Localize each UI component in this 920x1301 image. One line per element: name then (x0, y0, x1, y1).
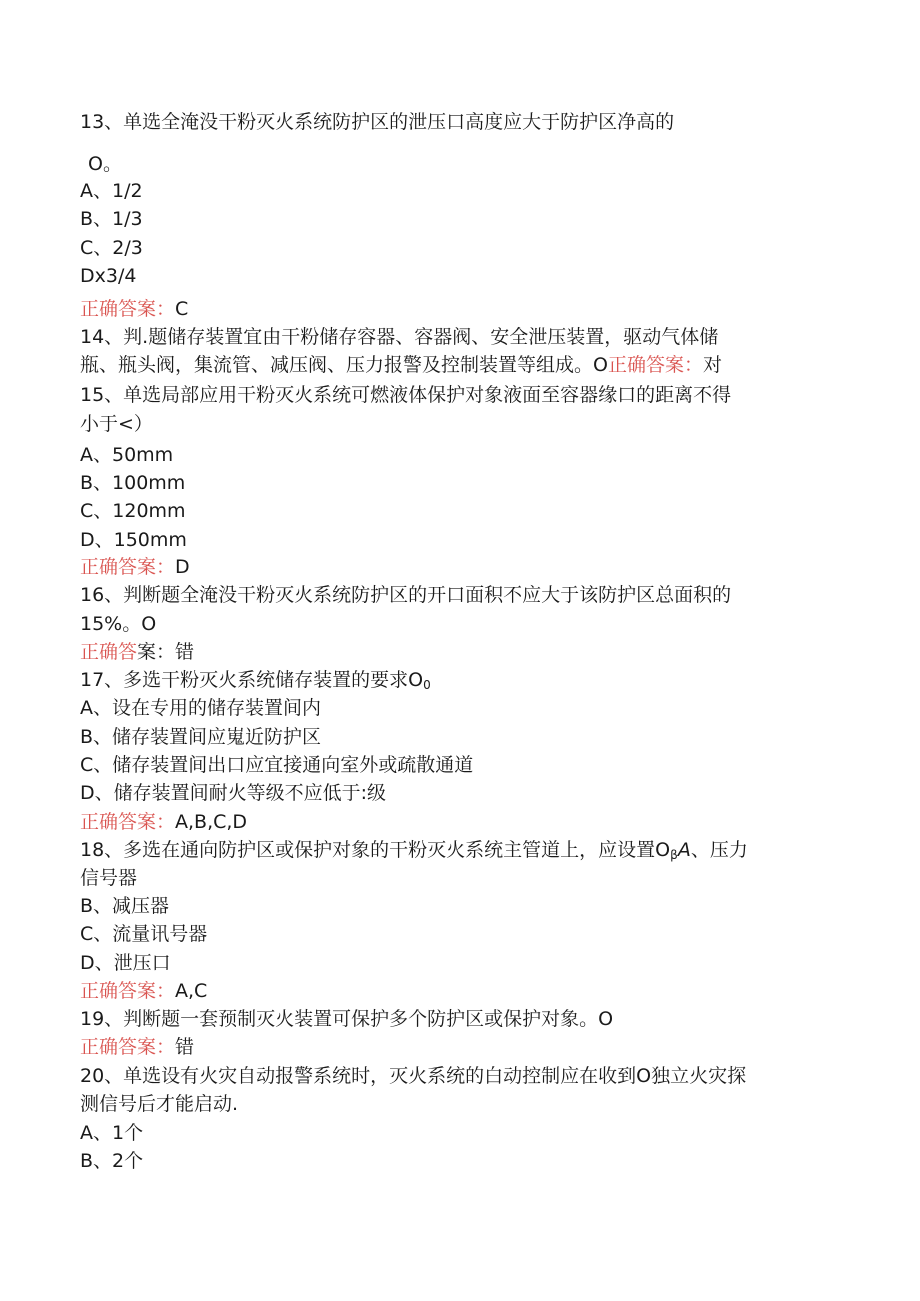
question-13-option-b: B、1/3 (80, 208, 143, 230)
answer-value: 错 (175, 1036, 195, 1058)
question-20-option-a: A、1个 (80, 1122, 144, 1144)
question-18-line-1 (80, 838, 748, 867)
question-13-option-a: A、1/2 (80, 180, 143, 202)
answer-value: 错 (175, 641, 195, 663)
question-13-option-c: C、2/3 (80, 237, 143, 259)
question-16-line-2: 15%。O (80, 613, 157, 635)
question-18-text-tail: 、压力 (690, 839, 748, 861)
answer-label: 正确答案： (80, 980, 176, 1002)
question-18-answer (80, 979, 207, 1003)
question-16-line-1: 16、判断题全淹没干粉灭火系统防护区的开口面积不应大于该防护区总面积的 (80, 584, 732, 606)
question-19-answer (80, 1035, 194, 1059)
question-17-option-a: A、设在专用的储存装置间内 (80, 697, 321, 719)
question-18-text: 18、多选在通向防护区或保护对象的干粉灭火系统主管道上，应设置O (80, 839, 671, 861)
answer-value: A,C (175, 980, 208, 1002)
question-15-option-a: A、50mm (80, 444, 174, 466)
answer-value: 对 (702, 354, 722, 376)
question-15-option-d: D、150mm (80, 529, 187, 551)
answer-label: 正确答 (80, 641, 138, 663)
answer-label: 正确答案： (80, 1036, 176, 1058)
answer-value: A,B,C,D (175, 811, 248, 833)
question-17-option-b: B、储存装置间应嵬近防护区 (80, 726, 322, 748)
question-19-line-1: 19、判断题一套预制灭火装置可保护多个防护区或保护对象。O (80, 1008, 614, 1030)
question-17-answer (80, 810, 247, 834)
answer-label: 正确答案： (80, 298, 176, 320)
answer-label-tail: 案： (137, 641, 176, 663)
question-17-option-d: D、储存装置间耐火等级不应低于:级 (80, 782, 387, 804)
answer-label: 正确答案： (80, 811, 176, 833)
question-15-option-b: B、100mm (80, 472, 186, 494)
question-20-line-2: 测信号后才能启动. (80, 1093, 239, 1115)
answer-value: C (175, 298, 189, 320)
italic-letter: A (677, 839, 691, 861)
subscript: β (670, 848, 678, 862)
question-20-line-1: 20、单选设有火灾自动报警系统时，灭火系统的白动控制应在收到O独立火灾探 (80, 1065, 747, 1087)
question-15-line-1: 15、单选局部应用干粉灭火系统可燃液体保护对象液面至容器缘口的距离不得 (80, 384, 732, 406)
question-14-line-2-text: 瓶、瓶头阀，集流管、减压阀、压力报警及控制装置等组成。O (80, 354, 608, 376)
answer-label: 正确答案： (80, 556, 176, 578)
question-18-option-d: D、泄压口 (80, 952, 171, 974)
question-13-option-d: Dx3/4 (80, 265, 137, 287)
question-14-line-2 (80, 353, 722, 377)
question-13-line-1: 13、单选全淹没干粉灭火系统防护区的泄压口高度应大于防护区净高的 (80, 111, 675, 133)
question-17-option-c: C、储存装置间出口应宜接通向室外或疏散通道 (80, 754, 474, 776)
question-14-line-1: 14、判.题储存装置宜由干粉储存容器、容器阀、安全泄压装置，驱动气体储 (80, 326, 719, 348)
question-18-option-b: B、减压器 (80, 895, 170, 917)
question-15-answer (80, 555, 190, 579)
question-13-answer (80, 297, 188, 321)
answer-label: 正确答案： (607, 354, 703, 376)
question-15-line-2: 小于<） (80, 413, 153, 435)
question-13-line-2: O。 (88, 153, 122, 175)
question-20-option-b: B、2个 (80, 1150, 144, 1172)
question-18-option-c: C、流量讯号器 (80, 923, 208, 945)
question-17-text: 17、多选干粉灭火系统储存装置的要求O (80, 669, 424, 691)
question-17-line-1 (80, 668, 431, 697)
question-15-option-c: C、120mm (80, 500, 186, 522)
question-16-answer (80, 640, 194, 664)
subscript: 0 (423, 678, 431, 692)
question-18-line-2: 信号器 (80, 867, 138, 889)
answer-value: D (175, 556, 190, 578)
